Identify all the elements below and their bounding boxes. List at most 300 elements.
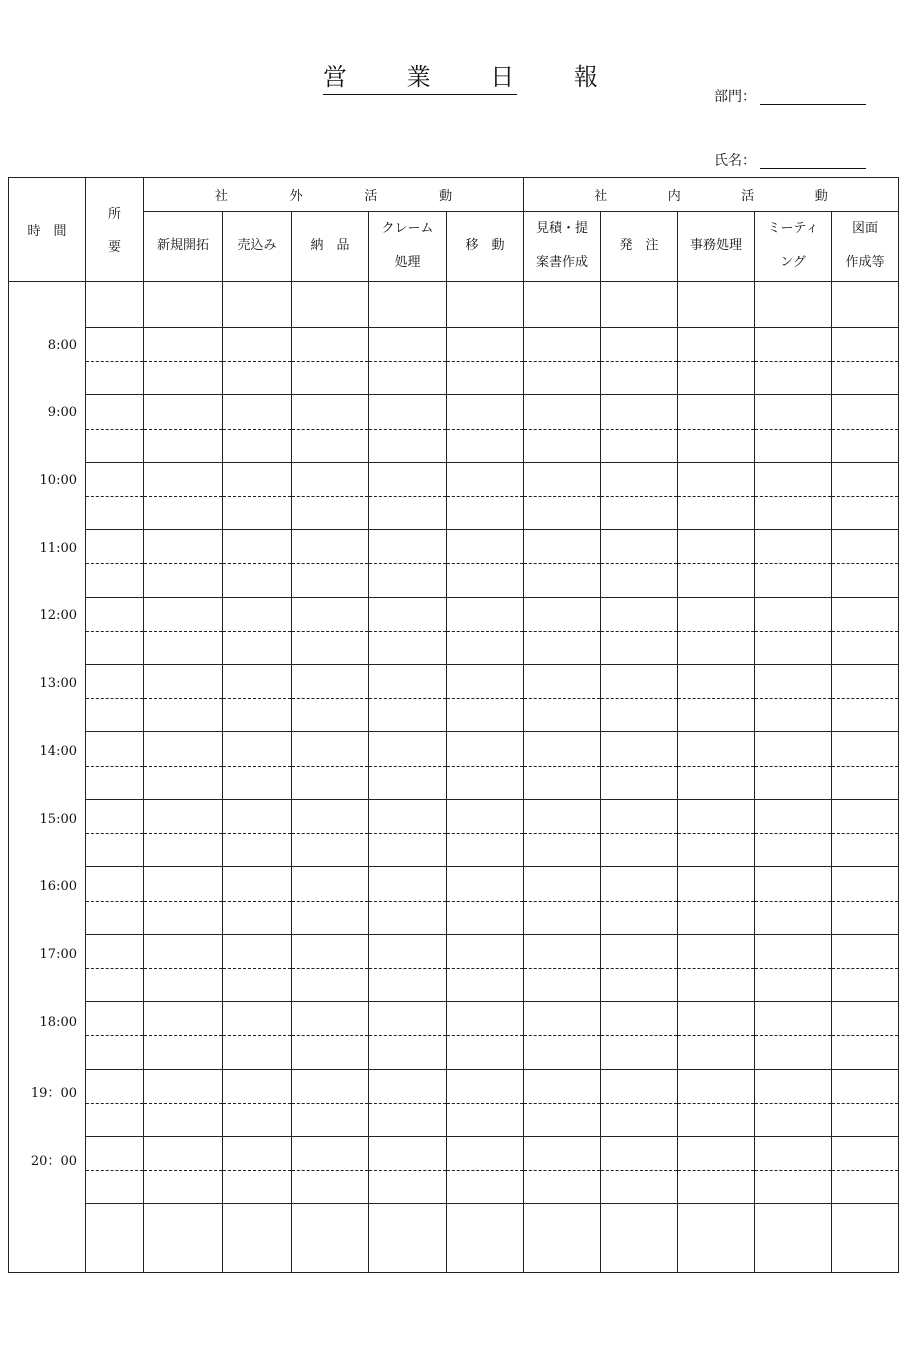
entry-cell[interactable] [832, 665, 899, 699]
entry-cell[interactable] [447, 597, 524, 631]
entry-cell[interactable] [144, 530, 223, 564]
entry-cell[interactable] [601, 1171, 678, 1204]
entry-cell[interactable] [144, 968, 223, 1001]
entry-cell[interactable] [86, 1204, 144, 1273]
entry-cell[interactable] [223, 1069, 292, 1103]
entry-cell[interactable] [86, 732, 144, 766]
entry-cell[interactable] [292, 597, 369, 631]
entry-cell[interactable] [144, 699, 223, 732]
entry-cell[interactable] [223, 766, 292, 799]
entry-cell[interactable] [292, 362, 369, 395]
entry-cell[interactable] [369, 867, 447, 901]
entry-cell[interactable] [369, 799, 447, 833]
entry-cell[interactable] [832, 429, 899, 462]
entry-cell[interactable] [144, 732, 223, 766]
entry-cell[interactable] [144, 799, 223, 833]
entry-cell[interactable] [86, 597, 144, 631]
entry-cell[interactable] [369, 530, 447, 564]
entry-cell[interactable] [601, 530, 678, 564]
entry-cell[interactable] [678, 631, 755, 664]
entry-cell[interactable] [144, 327, 223, 361]
entry-cell[interactable] [223, 934, 292, 968]
entry-cell[interactable] [144, 901, 223, 934]
entry-cell[interactable] [144, 395, 223, 429]
entry-cell[interactable] [524, 597, 601, 631]
entry-cell[interactable] [832, 530, 899, 564]
entry-cell[interactable] [447, 867, 524, 901]
entry-cell[interactable] [755, 327, 832, 361]
entry-cell[interactable] [447, 699, 524, 732]
entry-cell[interactable] [755, 429, 832, 462]
entry-cell[interactable] [223, 1137, 292, 1171]
entry-cell[interactable] [601, 281, 678, 327]
entry-cell[interactable] [223, 281, 292, 327]
entry-cell[interactable] [86, 1069, 144, 1103]
entry-cell[interactable] [292, 530, 369, 564]
entry-cell[interactable] [144, 1069, 223, 1103]
entry-cell[interactable] [832, 1171, 899, 1204]
entry-cell[interactable] [86, 766, 144, 799]
entry-cell[interactable] [832, 699, 899, 732]
entry-cell[interactable] [601, 834, 678, 867]
entry-cell[interactable] [678, 1171, 755, 1204]
entry-cell[interactable] [678, 766, 755, 799]
entry-cell[interactable] [601, 497, 678, 530]
entry-cell[interactable] [447, 1171, 524, 1204]
entry-cell[interactable] [292, 834, 369, 867]
entry-cell[interactable] [369, 327, 447, 361]
entry-cell[interactable] [601, 665, 678, 699]
entry-cell[interactable] [601, 934, 678, 968]
entry-cell[interactable] [369, 395, 447, 429]
entry-cell[interactable] [832, 1002, 899, 1036]
entry-cell[interactable] [601, 1002, 678, 1036]
entry-cell[interactable] [86, 395, 144, 429]
entry-cell[interactable] [447, 631, 524, 664]
entry-cell[interactable] [369, 1036, 447, 1069]
entry-cell[interactable] [524, 901, 601, 934]
entry-cell[interactable] [292, 395, 369, 429]
entry-cell[interactable] [144, 1137, 223, 1171]
entry-cell[interactable] [86, 901, 144, 934]
entry-cell[interactable] [524, 1103, 601, 1136]
entry-cell[interactable] [369, 732, 447, 766]
entry-cell[interactable] [223, 497, 292, 530]
entry-cell[interactable] [678, 1103, 755, 1136]
entry-cell[interactable] [678, 281, 755, 327]
entry-cell[interactable] [292, 429, 369, 462]
entry-cell[interactable] [832, 766, 899, 799]
entry-cell[interactable] [292, 665, 369, 699]
entry-cell[interactable] [832, 1103, 899, 1136]
entry-cell[interactable] [144, 1204, 223, 1273]
entry-cell[interactable] [601, 631, 678, 664]
entry-cell[interactable] [369, 1171, 447, 1204]
entry-cell[interactable] [447, 1204, 524, 1273]
entry-cell[interactable] [524, 934, 601, 968]
entry-cell[interactable] [292, 1036, 369, 1069]
entry-cell[interactable] [678, 1002, 755, 1036]
entry-cell[interactable] [832, 732, 899, 766]
entry-cell[interactable] [369, 362, 447, 395]
entry-cell[interactable] [144, 1171, 223, 1204]
entry-cell[interactable] [755, 968, 832, 1001]
entry-cell[interactable] [447, 968, 524, 1001]
entry-cell[interactable] [755, 631, 832, 664]
entry-cell[interactable] [755, 1002, 832, 1036]
entry-cell[interactable] [524, 281, 601, 327]
entry-cell[interactable] [144, 429, 223, 462]
entry-cell[interactable] [447, 1002, 524, 1036]
entry-cell[interactable] [292, 497, 369, 530]
entry-cell[interactable] [755, 530, 832, 564]
entry-cell[interactable] [369, 1103, 447, 1136]
entry-cell[interactable] [86, 530, 144, 564]
entry-cell[interactable] [86, 281, 144, 327]
entry-cell[interactable] [601, 699, 678, 732]
entry-cell[interactable] [447, 530, 524, 564]
entry-cell[interactable] [524, 1069, 601, 1103]
entry-cell[interactable] [524, 631, 601, 664]
entry-cell[interactable] [755, 732, 832, 766]
entry-cell[interactable] [524, 732, 601, 766]
entry-cell[interactable] [292, 564, 369, 597]
entry-cell[interactable] [447, 834, 524, 867]
entry-cell[interactable] [524, 1002, 601, 1036]
entry-cell[interactable] [524, 1137, 601, 1171]
entry-cell[interactable] [678, 564, 755, 597]
entry-cell[interactable] [524, 462, 601, 496]
entry-cell[interactable] [601, 901, 678, 934]
entry-cell[interactable] [447, 462, 524, 496]
entry-cell[interactable] [601, 429, 678, 462]
entry-cell[interactable] [524, 497, 601, 530]
entry-cell[interactable] [369, 699, 447, 732]
entry-cell[interactable] [832, 968, 899, 1001]
entry-cell[interactable] [601, 766, 678, 799]
entry-cell[interactable] [223, 1002, 292, 1036]
entry-cell[interactable] [755, 1103, 832, 1136]
entry-cell[interactable] [678, 497, 755, 530]
entry-cell[interactable] [447, 799, 524, 833]
entry-cell[interactable] [369, 968, 447, 1001]
entry-cell[interactable] [223, 1103, 292, 1136]
entry-cell[interactable] [144, 934, 223, 968]
entry-cell[interactable] [223, 429, 292, 462]
entry-cell[interactable] [144, 597, 223, 631]
entry-cell[interactable] [292, 901, 369, 934]
entry-cell[interactable] [292, 1103, 369, 1136]
entry-cell[interactable] [292, 766, 369, 799]
entry-cell[interactable] [755, 901, 832, 934]
entry-cell[interactable] [144, 1036, 223, 1069]
entry-cell[interactable] [292, 631, 369, 664]
entry-cell[interactable] [524, 968, 601, 1001]
entry-cell[interactable] [447, 1103, 524, 1136]
entry-cell[interactable] [601, 327, 678, 361]
entry-cell[interactable] [292, 1137, 369, 1171]
entry-cell[interactable] [292, 1002, 369, 1036]
entry-cell[interactable] [144, 362, 223, 395]
entry-cell[interactable] [755, 362, 832, 395]
entry-cell[interactable] [678, 1204, 755, 1273]
entry-cell[interactable] [369, 1069, 447, 1103]
entry-cell[interactable] [832, 834, 899, 867]
entry-cell[interactable] [86, 834, 144, 867]
entry-cell[interactable] [832, 281, 899, 327]
entry-cell[interactable] [755, 1171, 832, 1204]
entry-cell[interactable] [223, 867, 292, 901]
entry-cell[interactable] [447, 429, 524, 462]
entry-cell[interactable] [678, 395, 755, 429]
entry-cell[interactable] [678, 901, 755, 934]
entry-cell[interactable] [369, 462, 447, 496]
entry-cell[interactable] [447, 934, 524, 968]
entry-cell[interactable] [524, 362, 601, 395]
entry-cell[interactable] [223, 362, 292, 395]
entry-cell[interactable] [447, 766, 524, 799]
entry-cell[interactable] [292, 867, 369, 901]
entry-cell[interactable] [369, 1002, 447, 1036]
entry-cell[interactable] [832, 395, 899, 429]
entry-cell[interactable] [223, 395, 292, 429]
entry-cell[interactable] [832, 867, 899, 901]
entry-cell[interactable] [678, 968, 755, 1001]
entry-cell[interactable] [86, 1036, 144, 1069]
entry-cell[interactable] [86, 564, 144, 597]
entry-cell[interactable] [601, 1036, 678, 1069]
entry-cell[interactable] [755, 665, 832, 699]
entry-cell[interactable] [447, 901, 524, 934]
entry-cell[interactable] [524, 867, 601, 901]
entry-cell[interactable] [292, 732, 369, 766]
entry-cell[interactable] [601, 732, 678, 766]
entry-cell[interactable] [755, 1036, 832, 1069]
name-field[interactable] [714, 152, 866, 170]
entry-cell[interactable] [223, 327, 292, 361]
entry-cell[interactable] [369, 901, 447, 934]
entry-cell[interactable] [86, 799, 144, 833]
entry-cell[interactable] [832, 1204, 899, 1273]
department-field[interactable] [714, 88, 866, 106]
entry-cell[interactable] [524, 699, 601, 732]
entry-cell[interactable] [832, 564, 899, 597]
entry-cell[interactable] [755, 497, 832, 530]
entry-cell[interactable] [524, 564, 601, 597]
entry-cell[interactable] [678, 462, 755, 496]
entry-cell[interactable] [524, 429, 601, 462]
entry-cell[interactable] [447, 1069, 524, 1103]
entry-cell[interactable] [144, 834, 223, 867]
entry-cell[interactable] [678, 530, 755, 564]
entry-cell[interactable] [144, 564, 223, 597]
entry-cell[interactable] [601, 395, 678, 429]
entry-cell[interactable] [86, 497, 144, 530]
entry-cell[interactable] [755, 699, 832, 732]
entry-cell[interactable] [223, 968, 292, 1001]
entry-cell[interactable] [144, 867, 223, 901]
entry-cell[interactable] [755, 395, 832, 429]
entry-cell[interactable] [223, 699, 292, 732]
entry-cell[interactable] [86, 327, 144, 361]
entry-cell[interactable] [369, 766, 447, 799]
entry-cell[interactable] [292, 1204, 369, 1273]
entry-cell[interactable] [678, 867, 755, 901]
entry-cell[interactable] [369, 597, 447, 631]
entry-cell[interactable] [832, 901, 899, 934]
entry-cell[interactable] [144, 497, 223, 530]
entry-cell[interactable] [223, 1204, 292, 1273]
entry-cell[interactable] [447, 281, 524, 327]
entry-cell[interactable] [144, 1103, 223, 1136]
entry-cell[interactable] [292, 699, 369, 732]
entry-cell[interactable] [144, 766, 223, 799]
entry-cell[interactable] [678, 1036, 755, 1069]
entry-cell[interactable] [223, 1036, 292, 1069]
entry-cell[interactable] [524, 665, 601, 699]
entry-cell[interactable] [292, 281, 369, 327]
entry-cell[interactable] [144, 462, 223, 496]
entry-cell[interactable] [524, 327, 601, 361]
entry-cell[interactable] [524, 1204, 601, 1273]
entry-cell[interactable] [678, 799, 755, 833]
entry-cell[interactable] [86, 429, 144, 462]
entry-cell[interactable] [86, 462, 144, 496]
entry-cell[interactable] [678, 699, 755, 732]
entry-cell[interactable] [832, 1137, 899, 1171]
entry-cell[interactable] [369, 1137, 447, 1171]
entry-cell[interactable] [601, 968, 678, 1001]
entry-cell[interactable] [86, 1137, 144, 1171]
entry-cell[interactable] [524, 766, 601, 799]
entry-cell[interactable] [223, 597, 292, 631]
entry-cell[interactable] [369, 1204, 447, 1273]
entry-cell[interactable] [223, 1171, 292, 1204]
entry-cell[interactable] [292, 799, 369, 833]
entry-cell[interactable] [755, 766, 832, 799]
entry-cell[interactable] [447, 1137, 524, 1171]
entry-cell[interactable] [601, 462, 678, 496]
entry-cell[interactable] [447, 1036, 524, 1069]
entry-cell[interactable] [369, 834, 447, 867]
entry-cell[interactable] [832, 362, 899, 395]
entry-cell[interactable] [678, 327, 755, 361]
entry-cell[interactable] [755, 934, 832, 968]
entry-cell[interactable] [678, 934, 755, 968]
entry-cell[interactable] [369, 429, 447, 462]
entry-cell[interactable] [755, 1069, 832, 1103]
entry-cell[interactable] [86, 665, 144, 699]
entry-cell[interactable] [678, 834, 755, 867]
entry-cell[interactable] [223, 901, 292, 934]
entry-cell[interactable] [832, 1069, 899, 1103]
entry-cell[interactable] [524, 799, 601, 833]
entry-cell[interactable] [369, 564, 447, 597]
entry-cell[interactable] [601, 1204, 678, 1273]
entry-cell[interactable] [832, 497, 899, 530]
entry-cell[interactable] [86, 1002, 144, 1036]
entry-cell[interactable] [755, 1137, 832, 1171]
entry-cell[interactable] [86, 1103, 144, 1136]
entry-cell[interactable] [755, 867, 832, 901]
entry-cell[interactable] [755, 1204, 832, 1273]
entry-cell[interactable] [369, 631, 447, 664]
entry-cell[interactable] [369, 934, 447, 968]
entry-cell[interactable] [524, 834, 601, 867]
entry-cell[interactable] [223, 631, 292, 664]
entry-cell[interactable] [447, 327, 524, 361]
entry-cell[interactable] [369, 665, 447, 699]
entry-cell[interactable] [292, 1171, 369, 1204]
entry-cell[interactable] [86, 934, 144, 968]
entry-cell[interactable] [524, 530, 601, 564]
entry-cell[interactable] [292, 327, 369, 361]
entry-cell[interactable] [832, 1036, 899, 1069]
entry-cell[interactable] [292, 1069, 369, 1103]
entry-cell[interactable] [755, 281, 832, 327]
entry-cell[interactable] [601, 1103, 678, 1136]
entry-cell[interactable] [832, 327, 899, 361]
entry-cell[interactable] [678, 732, 755, 766]
entry-cell[interactable] [678, 362, 755, 395]
entry-cell[interactable] [601, 597, 678, 631]
entry-cell[interactable] [223, 564, 292, 597]
entry-cell[interactable] [86, 631, 144, 664]
entry-cell[interactable] [601, 1137, 678, 1171]
entry-cell[interactable] [832, 799, 899, 833]
entry-cell[interactable] [223, 530, 292, 564]
entry-cell[interactable] [144, 665, 223, 699]
entry-cell[interactable] [447, 665, 524, 699]
entry-cell[interactable] [86, 699, 144, 732]
entry-cell[interactable] [755, 834, 832, 867]
entry-cell[interactable] [447, 564, 524, 597]
entry-cell[interactable] [524, 395, 601, 429]
entry-cell[interactable] [755, 564, 832, 597]
entry-cell[interactable] [369, 497, 447, 530]
entry-cell[interactable] [144, 631, 223, 664]
entry-cell[interactable] [678, 597, 755, 631]
entry-cell[interactable] [755, 462, 832, 496]
entry-cell[interactable] [601, 362, 678, 395]
entry-cell[interactable] [755, 799, 832, 833]
entry-cell[interactable] [292, 968, 369, 1001]
entry-cell[interactable] [86, 1171, 144, 1204]
entry-cell[interactable] [678, 429, 755, 462]
entry-cell[interactable] [292, 462, 369, 496]
entry-cell[interactable] [832, 631, 899, 664]
entry-cell[interactable] [86, 867, 144, 901]
entry-cell[interactable] [524, 1036, 601, 1069]
entry-cell[interactable] [601, 799, 678, 833]
entry-cell[interactable] [755, 597, 832, 631]
entry-cell[interactable] [223, 834, 292, 867]
entry-cell[interactable] [678, 665, 755, 699]
entry-cell[interactable] [144, 281, 223, 327]
entry-cell[interactable] [447, 497, 524, 530]
entry-cell[interactable] [447, 395, 524, 429]
entry-cell[interactable] [601, 564, 678, 597]
entry-cell[interactable] [223, 462, 292, 496]
entry-cell[interactable] [447, 732, 524, 766]
entry-cell[interactable] [144, 1002, 223, 1036]
entry-cell[interactable] [601, 867, 678, 901]
entry-cell[interactable] [369, 281, 447, 327]
entry-cell[interactable] [524, 1171, 601, 1204]
entry-cell[interactable] [223, 732, 292, 766]
entry-cell[interactable] [678, 1137, 755, 1171]
entry-cell[interactable] [223, 799, 292, 833]
